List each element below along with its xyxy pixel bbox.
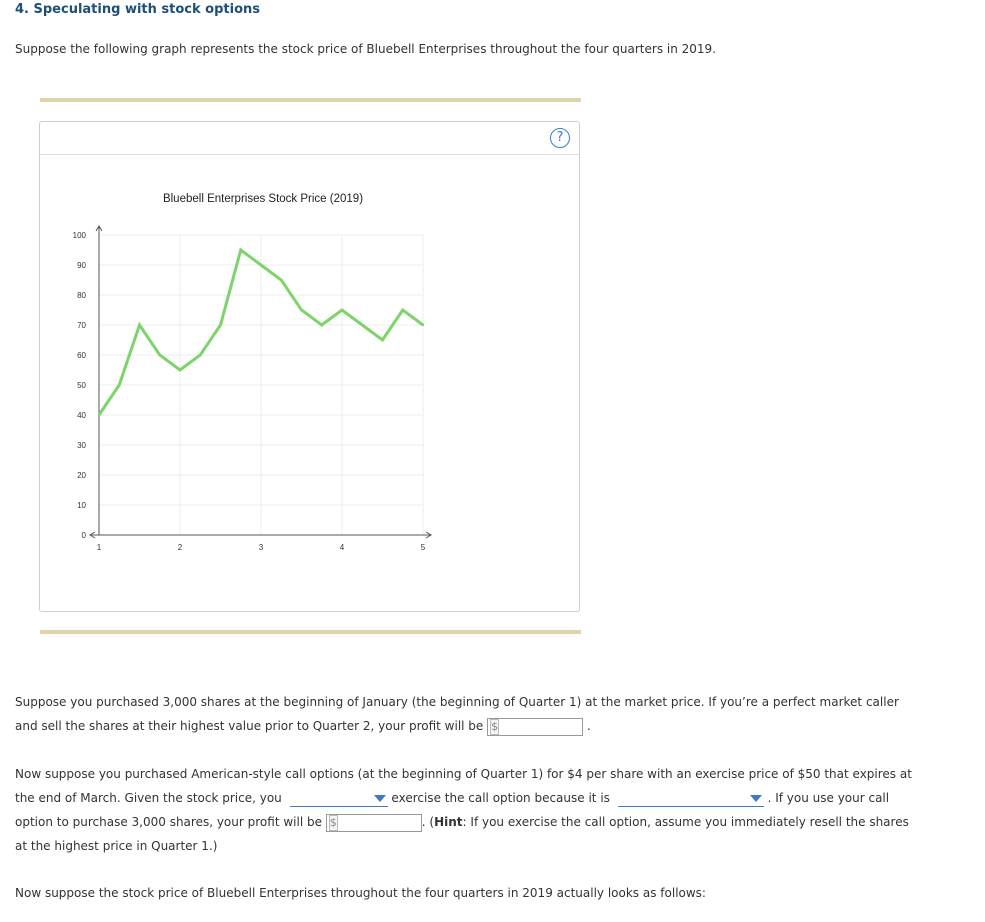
shares-profit-field[interactable] — [487, 718, 583, 736]
data-point — [422, 324, 424, 326]
dollar-icon: $ — [491, 719, 499, 733]
question-shares-line2 — [15, 714, 975, 738]
chevron-down-icon — [750, 795, 762, 802]
data-point — [402, 309, 404, 311]
x-tick-label: 5 — [420, 543, 426, 552]
data-point — [381, 339, 383, 341]
data-point — [98, 414, 100, 416]
data-point — [199, 354, 201, 356]
chevron-down-icon — [374, 795, 386, 802]
data-point — [138, 324, 140, 326]
data-point — [361, 324, 363, 326]
bottom-divider — [40, 630, 581, 634]
question-options-text-d: option to purchase 3,000 shares, your profit will be — [15, 815, 322, 829]
question-options-line1: Now suppose you purchased American-style call options (at the beginning of Quarter 1) for $4 per share with an exercise price of $50 that expires at — [15, 767, 912, 781]
data-point — [260, 264, 262, 266]
question-options-text-c: . If you use your call — [767, 791, 890, 805]
question-options-text-a: the end of March. Given the stock price, you — [15, 791, 282, 805]
graph-panel — [39, 121, 580, 612]
help-icon[interactable]: ? — [550, 128, 570, 148]
question-shares-period: . — [586, 719, 591, 733]
stock-price-chart — [40, 122, 579, 611]
data-point — [240, 249, 242, 251]
y-tick-label: 60 — [77, 351, 86, 360]
question-options-text-b: exercise the call option because it is — [391, 791, 610, 805]
question-options-text-f: : If you exercise the call option, assume you immediately resell the shares — [462, 815, 909, 829]
x-tick-label: 1 — [96, 543, 102, 552]
data-point — [300, 309, 302, 311]
data-point — [179, 369, 181, 371]
options-profit-field[interactable] — [326, 814, 422, 832]
y-tick-label: 70 — [77, 321, 86, 330]
y-tick-label: 40 — [77, 411, 86, 420]
top-divider — [40, 98, 581, 102]
y-tick-label: 30 — [77, 441, 86, 450]
x-tick-label: 4 — [339, 543, 345, 552]
y-tick-label: 90 — [77, 261, 86, 270]
data-point — [280, 279, 282, 281]
data-point — [159, 354, 161, 356]
y-tick-label: 80 — [77, 291, 86, 300]
question-options-text-e: . ( — [421, 815, 435, 829]
data-point — [219, 324, 221, 326]
y-tick-label: 50 — [77, 381, 86, 390]
question-shares — [15, 690, 975, 738]
hint-label: Hint — [434, 815, 463, 829]
data-point — [321, 324, 323, 326]
intro-text: Suppose the following graph represents the stock price of Bluebell Enterprises throughout the four quarters in 2019. — [15, 42, 717, 56]
question-options-line3 — [15, 810, 975, 834]
y-tick-label: 10 — [77, 501, 86, 510]
question-options-line2 — [15, 786, 975, 810]
question-options — [15, 762, 975, 858]
data-point — [118, 384, 120, 386]
options-profit-input[interactable] — [340, 815, 423, 831]
question-shares-line1: Suppose you purchased 3,000 shares at the beginning of January (the beginning of Quarter 1) at the market price. If you’re a perfect market caller — [15, 695, 899, 709]
chart-title: Bluebell Enterprises Stock Price (2019) — [162, 193, 364, 205]
question-actual — [15, 881, 975, 905]
y-tick-label: 0 — [81, 531, 86, 540]
money-status-dropdown[interactable] — [618, 790, 764, 807]
dollar-icon: $ — [329, 815, 337, 829]
data-point — [341, 309, 343, 311]
page-heading: 4. Speculating with stock options — [15, 2, 260, 17]
question-options-line4: at the highest price in Quarter 1.) — [15, 839, 218, 853]
question-actual-line1: Now suppose the stock price of Bluebell Enterprises throughout the four quarters in 2019 actually looks as follows: — [15, 886, 706, 900]
y-tick-label: 100 — [72, 231, 86, 240]
shares-profit-input[interactable] — [501, 719, 584, 735]
y-tick-label: 20 — [77, 471, 86, 480]
question-shares-text: and sell the shares at their highest value prior to Quarter 2, your profit will be — [15, 719, 484, 733]
exercise-decision-dropdown[interactable] — [290, 790, 388, 807]
x-tick-label: 2 — [177, 543, 183, 552]
x-tick-label: 3 — [258, 543, 264, 552]
